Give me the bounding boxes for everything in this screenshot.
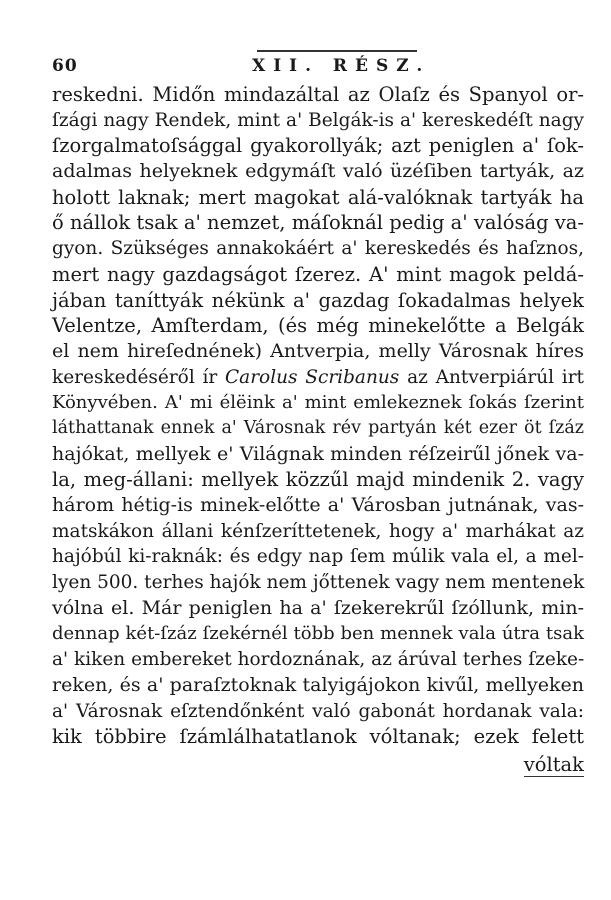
text-line bbox=[52, 133, 584, 159]
text-line bbox=[52, 159, 584, 185]
running-head bbox=[52, 48, 592, 82]
text-line bbox=[52, 647, 584, 673]
catchword bbox=[52, 752, 584, 778]
line-text: reken, és a' paraſztoknak talyigájokon kivűl, mellyeken bbox=[52, 673, 584, 696]
line-text: ſzorgalmatoſsággal gyakorollyák; azt peniglen a' ſok- bbox=[52, 134, 584, 158]
line-text: három hétig-is minek-előtte a' Városban jutnának, vas- bbox=[52, 494, 584, 516]
line-text: holott laknak; mert magokat alá-valóknak tartyák ha bbox=[52, 185, 584, 209]
line-text: reskedni. Midőn mindazáltal az Olaſz és Spanyol or- bbox=[52, 83, 584, 106]
text-line bbox=[52, 596, 584, 622]
line-text: ſzági nagy Rendek, mint a' Belgák-is a' kereskedéſt nagy bbox=[52, 109, 584, 131]
line-text: a' Városnak eſztendőnként való gabonát hordanak vala: bbox=[52, 700, 584, 722]
line-text-after: az Antverpiárúl irt bbox=[399, 366, 584, 388]
catchword-text: vóltak bbox=[523, 752, 584, 776]
line-text: dennap két-ſzáz ſzekérnél több ben mennek vala útra tsak bbox=[52, 623, 584, 645]
line-text: vólna el. Már peniglen ha a' ſzekerekrűl ſzóllunk, min- bbox=[52, 596, 584, 619]
line-text: matskákon állani kénſzeríttetenek, hogy a' marhákat az bbox=[52, 520, 584, 542]
text-line bbox=[52, 544, 584, 570]
book-page bbox=[52, 48, 592, 878]
line-text: jában taníttyák nékünk a' gazdag ſokadalmas helyek bbox=[52, 288, 584, 312]
text-line bbox=[52, 262, 584, 288]
text-line bbox=[52, 339, 584, 365]
text-line bbox=[52, 673, 584, 699]
text-line bbox=[52, 519, 584, 545]
text-line bbox=[52, 621, 584, 647]
line-text: la, meg-állani: mellyek közzűl majd mindenik 2. vagy bbox=[52, 468, 584, 492]
line-text: mert nagy gazdagságot ſzerez. A' mint magok peldá- bbox=[52, 262, 584, 286]
text-line bbox=[52, 390, 584, 416]
line-text: láthattanak ennek a' Városnak rév partyán két ezer öt ſzáz bbox=[52, 417, 584, 438]
running-title: XII. RÉSZ. bbox=[252, 56, 431, 76]
text-line bbox=[52, 288, 584, 314]
line-text: a' kiken embereket hordoznának, az árúval terhes ſzeke- bbox=[52, 649, 585, 671]
text-line bbox=[52, 467, 584, 493]
text-line bbox=[52, 108, 584, 134]
line-text: lyen 500. terhes hajók nem jőttenek vagy nem mentenek bbox=[52, 572, 585, 594]
page-number: 60 bbox=[52, 56, 78, 76]
line-text: hajóbúl ki-raknák: és edgy nap ſem múlik vala el, a mel- bbox=[52, 546, 584, 568]
text-line bbox=[52, 236, 584, 262]
line-text: kereskedéséről ír bbox=[52, 366, 226, 388]
line-text: gyon. Szükséges annakokáért a' kereskedés és haſznos, bbox=[52, 238, 584, 260]
text-line bbox=[52, 699, 584, 725]
text-line bbox=[52, 82, 584, 108]
text-line bbox=[52, 313, 584, 339]
line-text: Könyvében. A' mi élëink a' mint emlekeznek ſokás ſzerint bbox=[52, 392, 584, 414]
line-italic-name: Carolus Scribanus bbox=[225, 366, 400, 388]
line-text: Velentze, Amſterdam, (és még minekelőtte a Belgák bbox=[52, 314, 584, 338]
text-line bbox=[52, 493, 584, 519]
text-line bbox=[52, 185, 584, 211]
text-line bbox=[52, 365, 584, 391]
text-line bbox=[52, 210, 584, 236]
text-line bbox=[52, 724, 584, 750]
text-line bbox=[52, 570, 584, 596]
line-text: el nem hireſednének) Antverpia, melly Városnak híres bbox=[52, 339, 584, 362]
line-text: hajókat, mellyek e' Világnak minden réſzeirűl jőnek va- bbox=[52, 442, 584, 465]
line-text: kik többire ſzámlálhatatlanok vóltanak; ezek felett bbox=[52, 725, 584, 749]
body-text bbox=[52, 82, 592, 750]
header-rule bbox=[257, 50, 417, 52]
line-text: ő nállok tsak a' nemzet, máſoknál pedig a' valóság va- bbox=[52, 211, 584, 235]
text-line bbox=[52, 442, 584, 468]
text-line bbox=[52, 416, 584, 442]
line-text: adalmas helyeknek edgymáſt való üzéſiben tartyák, az bbox=[52, 160, 584, 183]
